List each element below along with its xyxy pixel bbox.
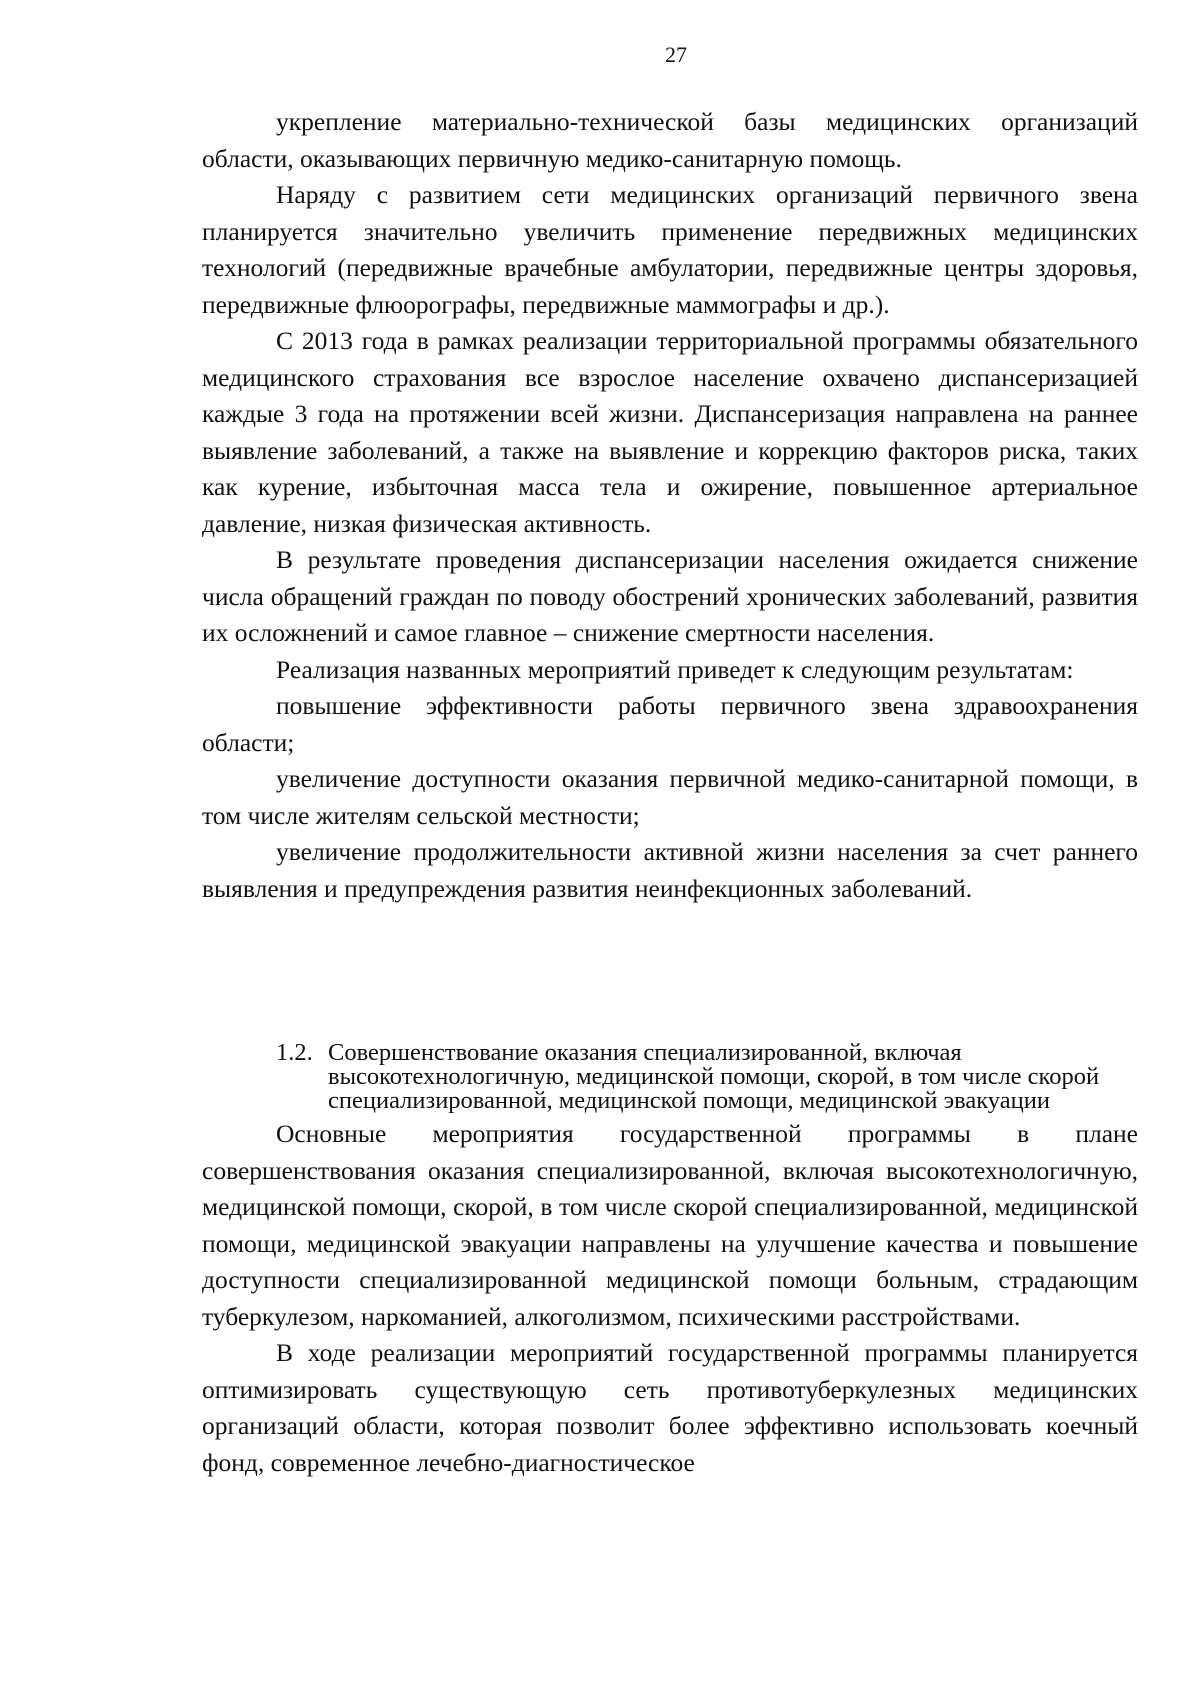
paragraph: С 2013 года в рамках реализации территориальной программы обязательного медицинского страхования все взрослое население охвачено диспансеризацией каждые 3 года на протяжении всей жизни. Диспансеризация направлена на раннее выявление заболеваний, а также на выявление и коррекцию факторов риска, таких как курение, избыточная масса тела и ожирение, повышенное артериальное давление, низкая физическая активность.	[202, 326, 1138, 538]
paragraph: Основные мероприятия государственной программы в плане совершенствования оказания специализированной, включая высокотехнологичную, медицинской помощи, скорой, в том числе скорой специализированной, медицинской помощи, медицинской эвакуации направлены на улучшение качества и повышение доступности специализированной медицинской помощи больным, страдающим туберкулезом, наркоманией, алкоголизмом, психическими расстройствами.	[202, 1119, 1138, 1331]
list-item: увеличение доступности оказания первичной медико-санитарной помощи, в том числе жителям сельской местности;	[202, 764, 1138, 830]
section-number: 1.2.	[276, 1039, 313, 1066]
paragraph: Реализация названных мероприятий приведет к следующим результатам:	[276, 654, 1074, 684]
paragraph: укрепление материально-технической базы медицинских организаций области, оказывающих первичную медико-санитарную помощь.	[202, 107, 1138, 173]
section-title: Совершенствование оказания специализированной, включая высокотехнологичную, медицинской помощи, скорой, в том числе скорой специализированной, медицинской помощи, медицинской эвакуации	[328, 1039, 1100, 1114]
paragraph: Наряду с развитием сети медицинских организаций первичного звена планируется значительно увеличить применение передвижных медицинских технологий (передвижные врачебные амбулатории, передвижные центры здоровья, передвижные флюорографы, передвижные маммографы и др.).	[202, 180, 1138, 319]
page-number: 27	[665, 42, 687, 67]
list-item: повышение эффективности работы первичного звена здравоохранения области;	[202, 691, 1138, 757]
paragraph: В результате проведения диспансеризации населения ожидается снижение числа обращений граждан по поводу обострений хронических заболеваний, развития их осложнений и самое главное – снижение смертности населения.	[202, 545, 1138, 647]
section-heading	[276, 1041, 1136, 1113]
body-text-upper	[202, 104, 1138, 907]
paragraph: В ходе реализации мероприятий государственной программы планируется оптимизировать существующую сеть противотуберкулезных медицинских организаций области, которая позволит более эффективно использовать коечный фонд, современное лечебно-диагностическое	[202, 1338, 1138, 1477]
body-text-lower	[202, 1116, 1138, 1481]
list-item: увеличение продолжительности активной жизни населения за счет раннего выявления и предупреждения развития неинфекционных заболеваний.	[202, 837, 1138, 903]
